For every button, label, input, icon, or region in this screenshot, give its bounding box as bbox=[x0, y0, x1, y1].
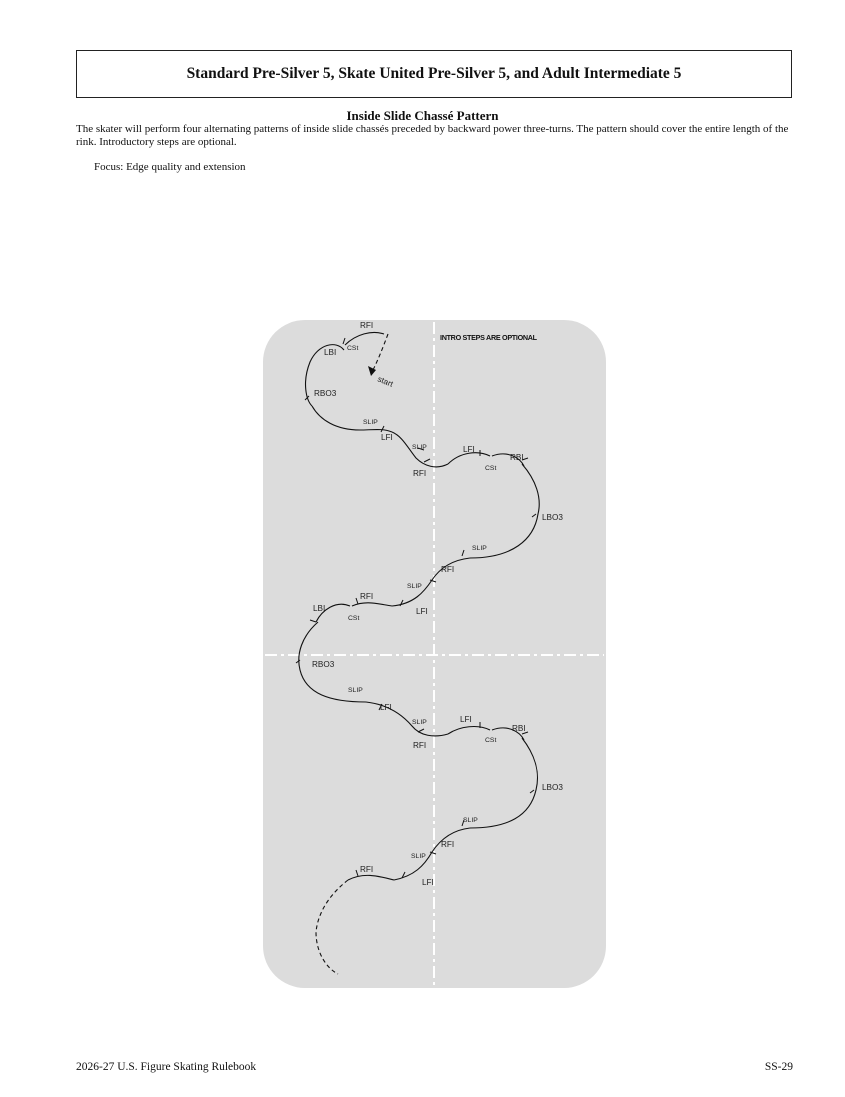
label-slip: SLIP bbox=[412, 719, 427, 726]
label-rbi: RBI bbox=[510, 453, 524, 462]
label-slip: SLIP bbox=[463, 817, 478, 824]
label-slip: SLIP bbox=[407, 583, 422, 590]
label-cst: CSt bbox=[485, 737, 497, 744]
label-rfi: RFI bbox=[413, 469, 427, 478]
label-slip: SLIP bbox=[412, 444, 427, 451]
label-rfi: RFI bbox=[441, 840, 455, 849]
label-rbi: RBI bbox=[512, 724, 526, 733]
label-cst: CSt bbox=[485, 465, 497, 472]
footer-source: 2026-27 U.S. Figure Skating Rulebook bbox=[76, 1061, 257, 1073]
label-start: start bbox=[376, 374, 395, 389]
label-lfi: LFI bbox=[380, 703, 392, 712]
label-lfi: LFI bbox=[381, 433, 393, 442]
label-rbo3: RBO3 bbox=[312, 660, 335, 669]
label-lbi: LBI bbox=[313, 604, 326, 613]
label-slip: SLIP bbox=[411, 853, 426, 860]
label-lbi: LBI bbox=[324, 348, 337, 357]
label-lfi: LFI bbox=[422, 878, 434, 887]
label-lbo3: LBO3 bbox=[542, 783, 563, 792]
label-rfi: RFI bbox=[360, 592, 374, 601]
intro-note: INTRO STEPS ARE OPTIONAL bbox=[440, 333, 537, 342]
label-lfi: LFI bbox=[460, 715, 472, 724]
label-cst: CSt bbox=[347, 345, 359, 352]
focus-note: Focus: Edge quality and extension bbox=[94, 161, 246, 173]
label-rfi: RFI bbox=[413, 741, 427, 750]
label-lfi: LFI bbox=[463, 445, 475, 454]
label-rbo3: RBO3 bbox=[314, 389, 337, 398]
footer-page-number: SS-29 bbox=[764, 1061, 793, 1073]
label-slip: SLIP bbox=[363, 419, 378, 426]
label-cst: CSt bbox=[348, 615, 360, 622]
label-slip: SLIP bbox=[348, 687, 363, 694]
section-subtitle: Inside Slide Chassé Pattern bbox=[346, 108, 499, 123]
label-slip: SLIP bbox=[472, 545, 487, 552]
label-rfi: RFI bbox=[360, 865, 374, 874]
label-rfi: RFI bbox=[441, 565, 455, 574]
page-title: Standard Pre-Silver 5, Skate United Pre-Silver 5, and Adult Intermediate 5 bbox=[186, 65, 682, 82]
section-description: The skater will perform four alternating patterns of inside slide chassés preceded by backward power three-turns. The pattern should cover the entire length of the rink. Introductory steps are optional. bbox=[76, 123, 789, 148]
label-lfi: LFI bbox=[416, 607, 428, 616]
label-lbo3: LBO3 bbox=[542, 513, 563, 522]
label-rfi: RFI bbox=[360, 321, 374, 330]
